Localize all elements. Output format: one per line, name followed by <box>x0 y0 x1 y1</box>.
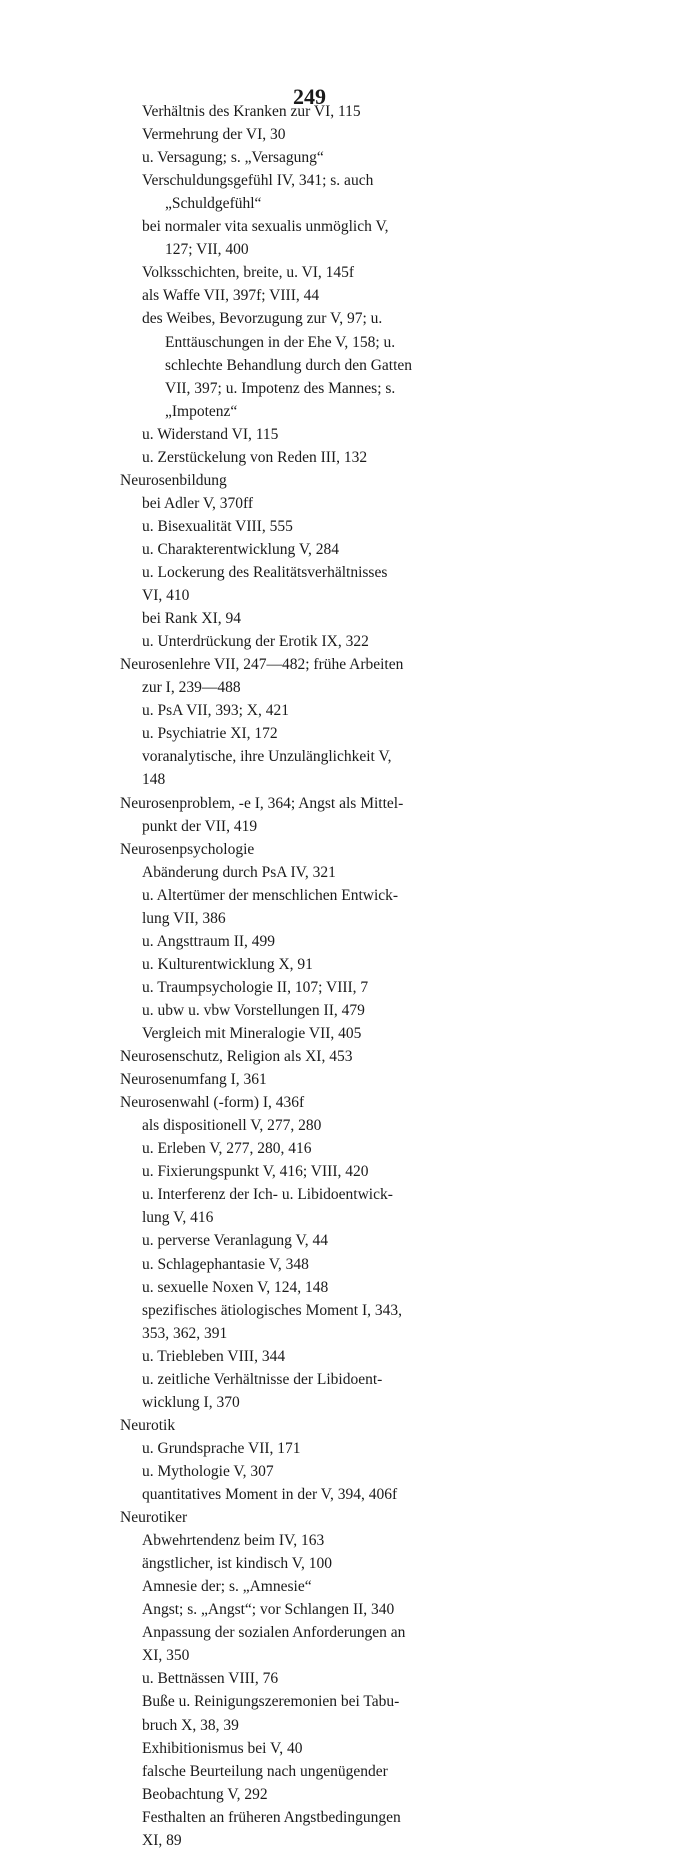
index-subentry: u. Zerstückelung von Reden III, 132 <box>142 448 368 466</box>
index-subentry: schlechte Behandlung durch den Gatten <box>165 356 413 374</box>
index-subentry: bruch X, 38, 39 <box>142 1716 239 1734</box>
index-subentry: 127; VII, 400 <box>165 241 249 259</box>
index-subentry: u. Lockerung des Realitätsverhältnisses <box>142 564 388 581</box>
index-subentry: Buße u. Reinigungszeremonien bei Tabu- <box>142 1693 400 1711</box>
index-subentry: Abwehrtendenz beim IV, 163 <box>142 1532 325 1550</box>
index-subentry: XI, 350 <box>142 1647 190 1665</box>
index-subentry: Vergleich mit Mineralogie VII, 405 <box>142 1025 362 1042</box>
index-subentry: u. Psychiatrie XI, 172 <box>142 725 278 743</box>
index-subentry: u. Angsttraum II, 499 <box>142 932 276 950</box>
index-subentry: u. Traumpsychologie II, 107; VIII, 7 <box>142 978 369 996</box>
index-subentry: spezifisches ätiologisches Moment I, 343, <box>142 1301 403 1319</box>
index-subentry: lung VII, 386 <box>142 909 226 927</box>
index-subentry: VI, 410 <box>142 587 190 605</box>
index-subentry: u. ubw u. vbw Vorstellungen II, 479 <box>142 1001 365 1019</box>
index-subentry: Volksschichten, breite, u. VI, 145f <box>142 264 355 282</box>
index-headword: Neurosenumfang I, 361 <box>120 1071 267 1089</box>
index-headword: Neurosenproblem, -e I, 364; Angst als Mittel- <box>120 794 404 812</box>
index-subentry: u. Widerstand VI, 115 <box>142 425 279 443</box>
index-subentry: „Impotenz“ <box>165 402 238 420</box>
index-subentry: u. Interferenz der Ich- u. Libidoentwick- <box>142 1186 393 1204</box>
index-subentry: 353, 362, 391 <box>142 1324 228 1342</box>
index-subentry: falsche Beurteilung nach ungenügender <box>142 1762 388 1780</box>
index-subentry: u. PsA VII, 393; X, 421 <box>142 702 289 720</box>
index-subentry: u. Bettnässen VIII, 76 <box>142 1670 279 1688</box>
index-subentry: u. Schlagephantasie V, 348 <box>142 1255 309 1273</box>
index-subentry: u. Mythologie V, 307 <box>142 1462 274 1480</box>
index-subentry: u. sexuelle Noxen V, 124, 148 <box>142 1278 329 1296</box>
index-subentry: XI, 89 <box>142 1831 182 1849</box>
index-subentry: als dispositionell V, 277, 280 <box>142 1117 322 1135</box>
index-subentry: als Waffe VII, 397f; VIII, 44 <box>142 287 320 305</box>
index-subentry: bei Adler V, 370ff <box>142 494 254 512</box>
index-subentry: bei normaler vita sexualis unmöglich V, <box>142 218 389 236</box>
index-subentry: wicklung I, 370 <box>142 1393 240 1411</box>
index-subentry: zur I, 239—488 <box>142 679 241 697</box>
index-subentry: punkt der VII, 419 <box>142 817 258 835</box>
index-headword: Neurosenwahl (-form) I, 436f <box>120 1094 305 1112</box>
index-subentry: bei Rank XI, 94 <box>142 610 242 628</box>
index-subentry: Enttäuschungen in der Ehe V, 158; u. <box>165 333 396 351</box>
index-subentry: Exhibitionismus bei V, 40 <box>142 1739 303 1757</box>
page-number: 249 <box>293 84 326 109</box>
index-subentry: Vermehrung der VI, 30 <box>142 126 286 144</box>
index-headword: Neurotik <box>120 1416 176 1434</box>
index-subentry: Verhältnis des Kranken zur VI, 115 <box>142 103 361 120</box>
index-headword: Neurosenlehre VII, 247—482; frühe Arbeiten <box>120 656 404 674</box>
index-subentry: quantitatives Moment in der V, 394, 406f <box>142 1486 398 1503</box>
index-subentry: 148 <box>142 771 166 789</box>
index-subentry: ängstlicher, ist kindisch V, 100 <box>142 1555 332 1573</box>
index-subentry: „Schuldgefühl“ <box>165 195 262 213</box>
index-subentry: u. Bisexualität VIII, 555 <box>142 517 293 535</box>
index-subentry: Abänderung durch PsA IV, 321 <box>142 863 336 881</box>
index-subentry: Anpassung der sozialen Anforderungen an <box>142 1624 406 1642</box>
index-subentry: Festhalten an früheren Angstbedingungen <box>142 1808 401 1826</box>
index-headword: Neurosenbildung <box>120 471 227 489</box>
index-subentry: u. Unterdrückung der Erotik IX, 322 <box>142 633 369 651</box>
index-subentry: lung V, 416 <box>142 1209 214 1227</box>
index-subentry: voranalytische, ihre Unzulänglichkeit V, <box>142 748 392 766</box>
index-subentry: u. Altertümer der menschlichen Entwick- <box>142 886 399 904</box>
index-subentry: u. perverse Veranlagung V, 44 <box>142 1232 328 1250</box>
index-subentry: u. Grundsprache VII, 171 <box>142 1439 301 1457</box>
index-headword: Neurosenschutz, Religion als XI, 453 <box>120 1048 353 1066</box>
index-subentry: Beobachtung V, 292 <box>142 1785 268 1803</box>
index-subentry: u. Kulturentwicklung X, 91 <box>142 955 313 973</box>
index-subentry: u. Fixierungspunkt V, 416; VIII, 420 <box>142 1163 369 1181</box>
index-subentry: u. Erleben V, 277, 280, 416 <box>142 1140 312 1158</box>
index-subentry: VII, 397; u. Impotenz des Mannes; s. <box>165 379 396 397</box>
index-subentry: des Weibes, Bevorzugung zur V, 97; u. <box>142 310 383 328</box>
index-subentry: u. Versagung; s. „Versagung“ <box>142 149 324 167</box>
index-subentry: Angst; s. „Angst“; vor Schlangen II, 340 <box>142 1601 395 1619</box>
index-subentry: Amnesie der; s. „Amnesie“ <box>142 1578 312 1596</box>
index-subentry: u. Triebleben VIII, 344 <box>142 1347 286 1365</box>
index-subentry: u. zeitliche Verhältnisse der Libidoent- <box>142 1370 383 1388</box>
index-subentry: u. Charakterentwicklung V, 284 <box>142 540 340 558</box>
index-headword: Neurotiker <box>120 1509 188 1527</box>
index-subentry: Verschuldungsgefühl IV, 341; s. auch <box>142 172 374 190</box>
index-headword: Neurosenpsychologie <box>120 840 255 858</box>
